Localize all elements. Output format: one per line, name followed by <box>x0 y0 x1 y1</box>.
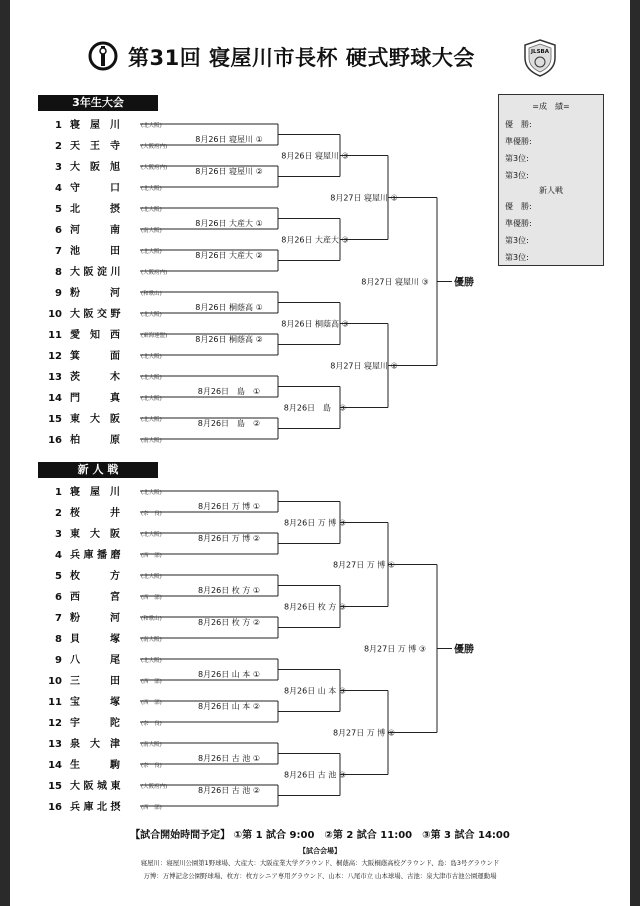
team-number: 16 <box>48 802 62 813</box>
team-number: 4 <box>55 550 62 561</box>
team-name: 大 阪 旭 <box>70 162 120 173</box>
results-runner-up: 準優勝: <box>505 137 532 146</box>
team-number: 11 <box>48 330 62 341</box>
section-label-rookie: 新 人 戦 <box>38 462 158 478</box>
r2-match-label: 8月26日 古 池 ③ <box>283 770 347 780</box>
r2-match-label: 8月26日 島 ③ <box>283 403 347 413</box>
team-region: (北大阪) <box>141 375 162 381</box>
team-number: 7 <box>55 613 62 624</box>
team-name: 兵 庫 北 摂 <box>70 802 121 813</box>
team-region: (大阪府内) <box>141 144 168 150</box>
team-region: (南大阪) <box>141 438 162 444</box>
team-region: (東海連盟) <box>141 333 168 339</box>
team-name: 天 王 寺 <box>70 141 120 152</box>
results-third-1: 第3位: <box>505 154 529 163</box>
r1-match-label: 8月26日 寝屋川 ① <box>195 135 263 144</box>
team-name: 貝 塚 <box>70 634 120 645</box>
team-number: 5 <box>55 204 62 215</box>
team-region: (大阪府内) <box>141 165 168 171</box>
sf-match-label: 8月27日 寝屋川 ② <box>330 361 398 371</box>
results-rookie-third-1: 第3位: <box>505 236 529 245</box>
r1-match-label: 8月26日 島 ① <box>197 387 261 396</box>
team-number: 3 <box>55 162 62 173</box>
team-number: 12 <box>48 351 62 362</box>
r1-match-label: 8月26日 桐蔭高 ① <box>195 303 263 312</box>
schedule-note: 【試合開始時間予定】 ①第 1 試合 9:00 ②第 2 試合 11:00 ③第 3 試合 14:00 <box>130 830 510 841</box>
team-name: 東 大 阪 <box>70 414 120 425</box>
team-number: 13 <box>48 372 62 383</box>
r1-match-label: 8月26日 枚 方 ① <box>197 586 261 595</box>
team-region: (北大阪) <box>141 417 162 423</box>
team-number: 10 <box>48 676 62 687</box>
r1-match-label: 8月26日 山 本 ① <box>197 670 261 679</box>
venue-line-1: 寝屋川：寝屋川公園第1野球場、大産大：大阪産業大学グラウンド、桐蔭高：大阪桐蔭高校グラウンド、島：島3号グラウンド <box>140 859 500 867</box>
team-name: 八 尾 <box>70 655 120 666</box>
team-number: 8 <box>55 634 62 645</box>
team-region: (北大阪) <box>141 207 162 213</box>
final-match-label: 8月27日 寝屋川 ③ <box>361 277 429 287</box>
team-number: 11 <box>48 697 62 708</box>
team-region: (和歌山) <box>141 291 162 297</box>
team-name: 河 南 <box>70 225 120 236</box>
team-region: (北大阪) <box>141 249 162 255</box>
team-region: (大阪府内) <box>141 784 168 790</box>
r2-match-label: 8月26日 山 本 ③ <box>283 686 347 696</box>
team-region: (西 部) <box>141 700 162 706</box>
r1-match-label: 8月26日 大産大 ② <box>195 251 263 260</box>
team-number: 1 <box>55 120 62 131</box>
r1-match-label: 8月26日 古 池 ② <box>197 786 261 795</box>
team-name: 東 大 阪 <box>70 529 120 540</box>
team-region: (和歌山) <box>141 616 162 622</box>
team-number: 10 <box>48 309 62 320</box>
team-region: (北大阪) <box>141 396 162 402</box>
team-name: 寝 屋 川 <box>70 120 120 131</box>
tournament-brackets <box>10 0 630 906</box>
team-name: 大 阪 城 東 <box>70 781 121 792</box>
team-region: (西 部) <box>141 805 162 811</box>
venue-title: 【試合会場】 <box>299 847 341 855</box>
team-name: 愛 知 西 <box>70 330 120 341</box>
team-number: 2 <box>55 508 62 519</box>
team-number: 7 <box>55 246 62 257</box>
team-number: 14 <box>48 393 62 404</box>
team-number: 9 <box>55 288 62 299</box>
sf-match-label: 8月27日 寝屋川 ① <box>330 193 398 203</box>
team-name: 大 阪 交 野 <box>70 309 121 320</box>
r2-match-label: 8月26日 枚 方 ③ <box>283 602 347 612</box>
page-title: 第31回 寝屋川市長杯 硬式野球大会 <box>128 46 475 70</box>
r1-match-label: 8月26日 万 博 ② <box>197 534 261 543</box>
champion-label: 優勝 <box>454 277 474 289</box>
team-number: 3 <box>55 529 62 540</box>
champion-label: 優勝 <box>454 644 474 656</box>
team-number: 15 <box>48 414 62 425</box>
results-champion: 優 勝: <box>505 120 532 129</box>
team-number: 14 <box>48 760 62 771</box>
r1-match-label: 8月26日 山 本 ② <box>197 702 261 711</box>
venue-line-2: 万博：万博記念公園野球場、枚方：枚方シニア専用グラウンド、山本：八尾市立 山本球場、古池：泉大津市古池公園運動場 <box>143 872 497 880</box>
team-region: (南大阪) <box>141 637 162 643</box>
team-number: 5 <box>55 571 62 582</box>
results-heading: =成 績= <box>532 102 570 111</box>
team-name: 北 摂 <box>70 204 120 215</box>
team-name: 泉 大 津 <box>70 739 120 750</box>
team-name: 守 口 <box>70 183 120 194</box>
section-label-3rd-year: 3年生大会 <box>38 95 158 111</box>
team-region: (大阪府内) <box>141 270 168 276</box>
team-region: (北大阪) <box>141 532 162 538</box>
team-region: (北大阪) <box>141 186 162 192</box>
team-number: 4 <box>55 183 62 194</box>
team-name: 宇 陀 <box>70 718 120 729</box>
team-name: 門 真 <box>70 393 120 404</box>
r1-match-label: 8月26日 島 ② <box>197 419 261 428</box>
sf-match-label: 8月27日 万 博 ② <box>332 728 396 738</box>
team-region: (北大阪) <box>141 354 162 360</box>
team-region: (北大阪) <box>141 574 162 580</box>
r1-match-label: 8月26日 桐蔭高 ② <box>195 335 263 344</box>
team-number: 6 <box>55 225 62 236</box>
team-region: (西 部) <box>141 553 162 559</box>
team-region: (南大阪) <box>141 228 162 234</box>
team-name: 箕 面 <box>70 351 120 362</box>
results-rookie-champion: 優 勝: <box>505 202 532 211</box>
r1-match-label: 8月26日 大産大 ① <box>195 219 263 228</box>
team-number: 2 <box>55 141 62 152</box>
team-name: 宝 塚 <box>70 697 120 708</box>
team-name: 柏 原 <box>70 435 120 446</box>
team-region: (奈 良) <box>141 721 162 727</box>
r1-match-label: 8月26日 万 博 ① <box>197 502 261 511</box>
team-number: 8 <box>55 267 62 278</box>
team-number: 12 <box>48 718 62 729</box>
team-name: 西 宮 <box>70 592 120 603</box>
team-number: 16 <box>48 435 62 446</box>
team-region: (南大阪) <box>141 742 162 748</box>
team-region: (西 部) <box>141 595 162 601</box>
r2-match-label: 8月26日 大産大 ③ <box>281 235 349 245</box>
team-region: (北大阪) <box>141 123 162 129</box>
team-number: 1 <box>55 487 62 498</box>
team-region: (奈 良) <box>141 511 162 517</box>
team-region: (西 部) <box>141 679 162 685</box>
team-number: 15 <box>48 781 62 792</box>
results-third-2: 第3位: <box>505 171 529 180</box>
team-region: (北大阪) <box>141 312 162 318</box>
team-name: 茨 木 <box>70 372 120 383</box>
team-region: (北大阪) <box>141 490 162 496</box>
r2-match-label: 8月26日 桐蔭高 ③ <box>281 319 349 329</box>
team-name: 池 田 <box>70 246 120 257</box>
team-name: 枚 方 <box>70 571 120 582</box>
document-page <box>10 0 630 906</box>
team-name: 寝 屋 川 <box>70 487 120 498</box>
results-rookie-third-2: 第3位: <box>505 253 529 262</box>
r2-match-label: 8月26日 寝屋川 ③ <box>281 151 349 161</box>
team-region: (奈 良) <box>141 763 162 769</box>
results-rookie-runner-up: 準優勝: <box>505 219 532 228</box>
results-subheading: 新人戦 <box>539 186 563 195</box>
team-number: 6 <box>55 592 62 603</box>
team-name: 粉 河 <box>70 288 120 299</box>
r1-match-label: 8月26日 寝屋川 ② <box>195 167 263 176</box>
team-name: 大 阪 淀 川 <box>70 267 121 278</box>
sf-match-label: 8月27日 万 博 ① <box>332 560 396 570</box>
final-match-label: 8月27日 万 博 ③ <box>363 644 427 654</box>
team-name: 生 駒 <box>70 760 120 771</box>
team-number: 9 <box>55 655 62 666</box>
r1-match-label: 8月26日 古 池 ① <box>197 754 261 763</box>
team-name: 桜 井 <box>70 508 120 519</box>
logo-text: JLSBA <box>531 49 549 55</box>
team-name: 粉 河 <box>70 613 120 624</box>
team-name: 三 田 <box>70 676 120 687</box>
team-region: (北大阪) <box>141 658 162 664</box>
r2-match-label: 8月26日 万 博 ③ <box>283 518 347 528</box>
r1-match-label: 8月26日 枚 方 ② <box>197 618 261 627</box>
team-number: 13 <box>48 739 62 750</box>
team-name: 兵 庫 播 磨 <box>70 550 121 561</box>
